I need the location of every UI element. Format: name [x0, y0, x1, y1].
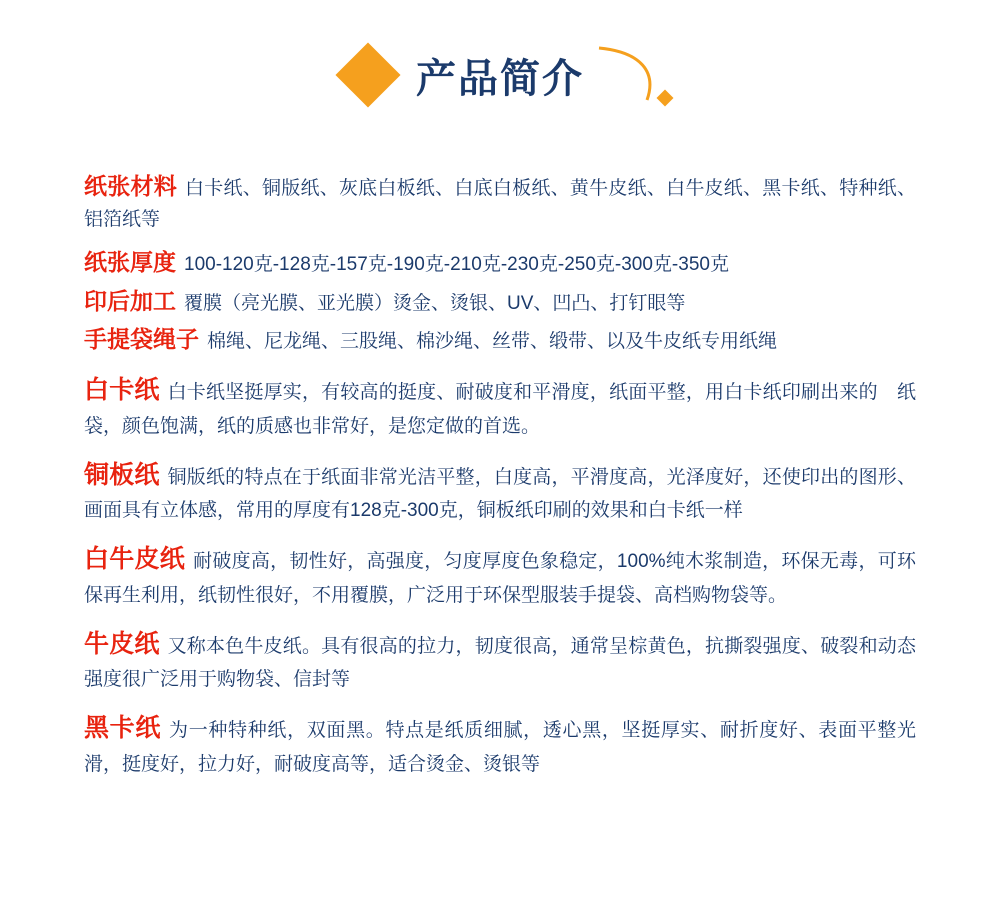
section-text: 为一种特种纸，双面黑。特点是纸质细腻，透心黑，坚挺厚实、耐折度好、表面平整光滑，挺度好，拉力好，耐破度高等，适合烫金、烫银等 — [84, 720, 916, 775]
section-paper-material — [84, 168, 916, 235]
section-label: 牛皮纸 — [84, 629, 160, 658]
section-label: 手提袋绳子 — [84, 326, 199, 352]
section-coated-paper — [84, 456, 916, 527]
content-body — [0, 150, 1000, 780]
section-text: 又称本色牛皮纸。具有很高的拉力，韧度很高，通常呈棕黄色，抗撕裂强度、破裂和动态强度很广泛用于购物袋、信封等 — [84, 635, 916, 691]
section-label: 印后加工 — [84, 287, 176, 314]
section-white-kraft-paper — [84, 540, 916, 611]
page-title: 产品简介 — [416, 56, 584, 101]
section-label: 铜板纸 — [84, 460, 160, 489]
section-label: 白卡纸 — [84, 376, 160, 405]
section-post-print-process — [84, 283, 916, 319]
diamond-shape-icon — [335, 42, 400, 107]
section-paper-thickness — [84, 244, 916, 280]
section-black-card-paper — [84, 709, 916, 780]
section-label: 纸张材料 — [84, 173, 177, 199]
section-label: 黑卡纸 — [84, 714, 162, 743]
section-text: 棉绳、尼龙绳、三股绳、棉沙绳、丝带、缎带、以及牛皮纸专用纸绳 — [207, 331, 778, 352]
section-text: 白卡纸坚挺厚实，有较高的挺度、耐破度和平滑度，纸面平整，用白卡纸印刷出来的 纸袋，颜色饱满，纸的质感也非常好，是您定做的首选。 — [84, 382, 916, 437]
header-inner — [335, 30, 665, 120]
section-kraft-paper — [84, 625, 916, 696]
page-header — [0, 0, 1000, 150]
section-text: 白卡纸、铜版纸、灰底白板纸、白底白板纸、黄牛皮纸、白牛皮纸、黑卡纸、特种纸、铝箔纸等 — [84, 178, 916, 231]
section-handbag-rope — [84, 321, 916, 357]
section-text: 耐破度高，韧性好，高强度，匀度厚度色象稳定，100%纯木浆制造，环保无毒，可环保再生利用，纸韧性很好，不用覆膜，广泛用于环保型服装手提袋、高档购物袋等。 — [84, 551, 916, 606]
section-text: 100-120克-128克-157克-190克-210克-230克-250克-300克-350克 — [184, 254, 729, 276]
section-label: 纸张厚度 — [84, 249, 176, 276]
swoosh-arc-icon — [595, 44, 665, 106]
section-text: 覆膜（亮光膜、亚光膜）烫金、烫银、UV、凹凸、打钉眼等 — [184, 292, 686, 314]
section-white-card-paper — [84, 371, 916, 442]
section-text: 铜版纸的特点在于纸面非常光洁平整，白度高，平滑度高，光泽度好，还使印出的图形、画面具有立体感，常用的厚度有128克-300克，铜板纸印刷的效果和白卡纸一样 — [84, 466, 916, 522]
section-label: 白牛皮纸 — [84, 545, 186, 574]
